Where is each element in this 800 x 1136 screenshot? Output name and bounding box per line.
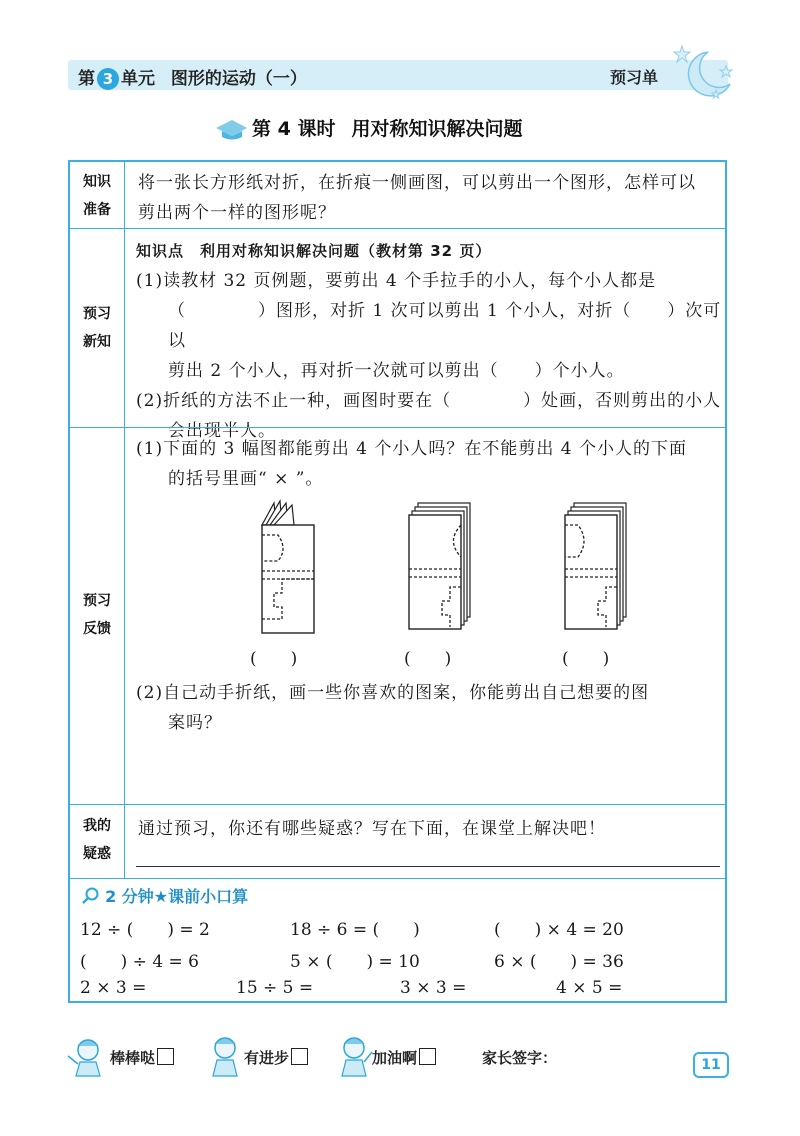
magnifier-icon [82,887,100,905]
mental-math-title: 2 分钟★课前小口算 [105,887,249,906]
answer-paren-2[interactable]: ( ) [404,649,452,669]
rating-progress[interactable] [244,1047,308,1068]
unit-heading [78,64,307,90]
doubts-label-line1: 我的 [83,818,111,834]
prep-label-line1: 知识 [83,174,111,190]
calc-item: ( ) ÷ 4 = 6 [80,952,199,972]
mental-math-heading [82,884,248,907]
page-number: 11 [693,1052,729,1078]
doubts-writing-line[interactable] [136,866,720,867]
cartoon-kid-icon [66,1036,108,1078]
feedback-q2-line2: 案吗？ [168,713,222,733]
cartoon-kid-icon [334,1032,374,1078]
lesson-name: 用对称知识解决问题 [351,118,523,140]
graduation-cap-icon [214,116,248,140]
rating-great-label: 棒棒哒 [110,1049,156,1067]
prep-label-line2: 准备 [83,202,111,218]
cartoon-kid-icon [205,1034,245,1078]
calc-item: 4 × 5 = [556,978,623,998]
calc-item: 12 ÷ ( ) = 2 [80,920,210,940]
calc-item: 18 ÷ 6 = ( ) [290,920,420,940]
calc-item: 6 × ( ) = 36 [494,952,624,972]
rating-keep-going-checkbox[interactable] [419,1048,436,1065]
feedback-label [70,587,124,643]
doubts-prompt: 通过预习，你还有哪些疑惑？写在下面，在课堂上解决吧！ [138,819,606,839]
unit-suffix: 单元 [121,69,155,89]
new-q2-line2: 会出现半人。 [168,421,276,441]
divider [70,228,725,229]
doubts-label [70,812,124,868]
calc-item: 2 × 3 = [80,978,147,998]
divider [70,804,725,805]
prep-line-1: 将一张长方形纸对折，在折痕一侧画图，可以剪出一个图形，怎样可以 [138,173,696,193]
new-q2-line1: (2)折纸的方法不止一种，画图时要在（ ）处画，否则剪出的小人 [136,391,722,411]
calc-item: ( ) × 4 = 20 [494,920,624,940]
unit-title: 图形的运动（一） [170,69,307,89]
folded-paper-figure-1 [256,497,326,637]
rating-keep-going[interactable] [372,1047,436,1068]
new-label-line2: 新知 [83,334,111,350]
calc-item: 5 × ( ) = 10 [290,952,420,972]
parent-signature[interactable]: 家长签字： [482,1049,558,1067]
feedback-q1 [136,434,687,494]
feedback-q2-line1: (2)自己动手折纸，画一些你喜欢的图案，你能剪出自己想要的图 [136,683,650,703]
lesson-number: 第 4 课时 [252,118,336,140]
doubts-label-line2: 疑惑 [83,846,111,862]
answer-paren-1[interactable]: ( ) [250,649,298,669]
prep-line-2: 剪出两个一样的图形呢？ [138,203,336,223]
feedback-q2 [136,678,649,738]
calc-item: 15 ÷ 5 = [236,978,314,998]
prep-text [138,168,696,228]
unit-prefix: 第 [78,69,95,89]
rating-keep-going-label: 加油啊 [372,1049,418,1067]
answer-paren-3[interactable]: ( ) [562,649,610,669]
label-column [70,162,125,878]
new-q1-line1: (1)读教材 32 页例题，要剪出 4 个手拉手的小人，每个小人都是 [136,271,657,291]
folded-paper-figure-2 [404,497,480,637]
new-q1-line3: 剪出 2 个小人，再对折一次就可以剪出（ ）个小人。 [168,361,625,381]
calc-item: 3 × 3 = [400,978,467,998]
worksheet-type: 预习单 [609,68,658,87]
new-label [70,300,124,356]
rating-great-checkbox[interactable] [157,1048,174,1065]
moon-stars-icon [672,44,736,104]
rating-great[interactable] [110,1047,174,1068]
rating-progress-checkbox[interactable] [291,1048,308,1065]
knowledge-point: 知识点 利用对称知识解决问题（教材第 32 页） [136,242,492,260]
folded-paper-figure-3 [560,497,636,637]
rating-progress-label: 有进步 [244,1049,290,1067]
new-text [136,236,725,446]
feedback-q1-line1: (1)下面的 3 幅图都能剪出 4 个小人吗？在不能剪出 4 个小人的下面 [136,439,687,459]
divider [70,427,725,428]
unit-number-badge: 3 [97,68,119,90]
new-q1-line2: （ ）图形，对折 1 次可以剪出 1 个小人，对折（ ）次可以 [168,301,722,351]
feedback-label-line2: 反馈 [83,621,111,637]
page-header [68,60,728,94]
divider [70,878,725,879]
feedback-q1-line2: 的括号里画“ × ”。 [168,469,324,489]
worksheet-table [68,160,727,1003]
lesson-title [252,114,522,144]
new-label-line1: 预习 [83,306,111,322]
feedback-label-line1: 预习 [83,593,111,609]
prep-label [70,168,124,224]
